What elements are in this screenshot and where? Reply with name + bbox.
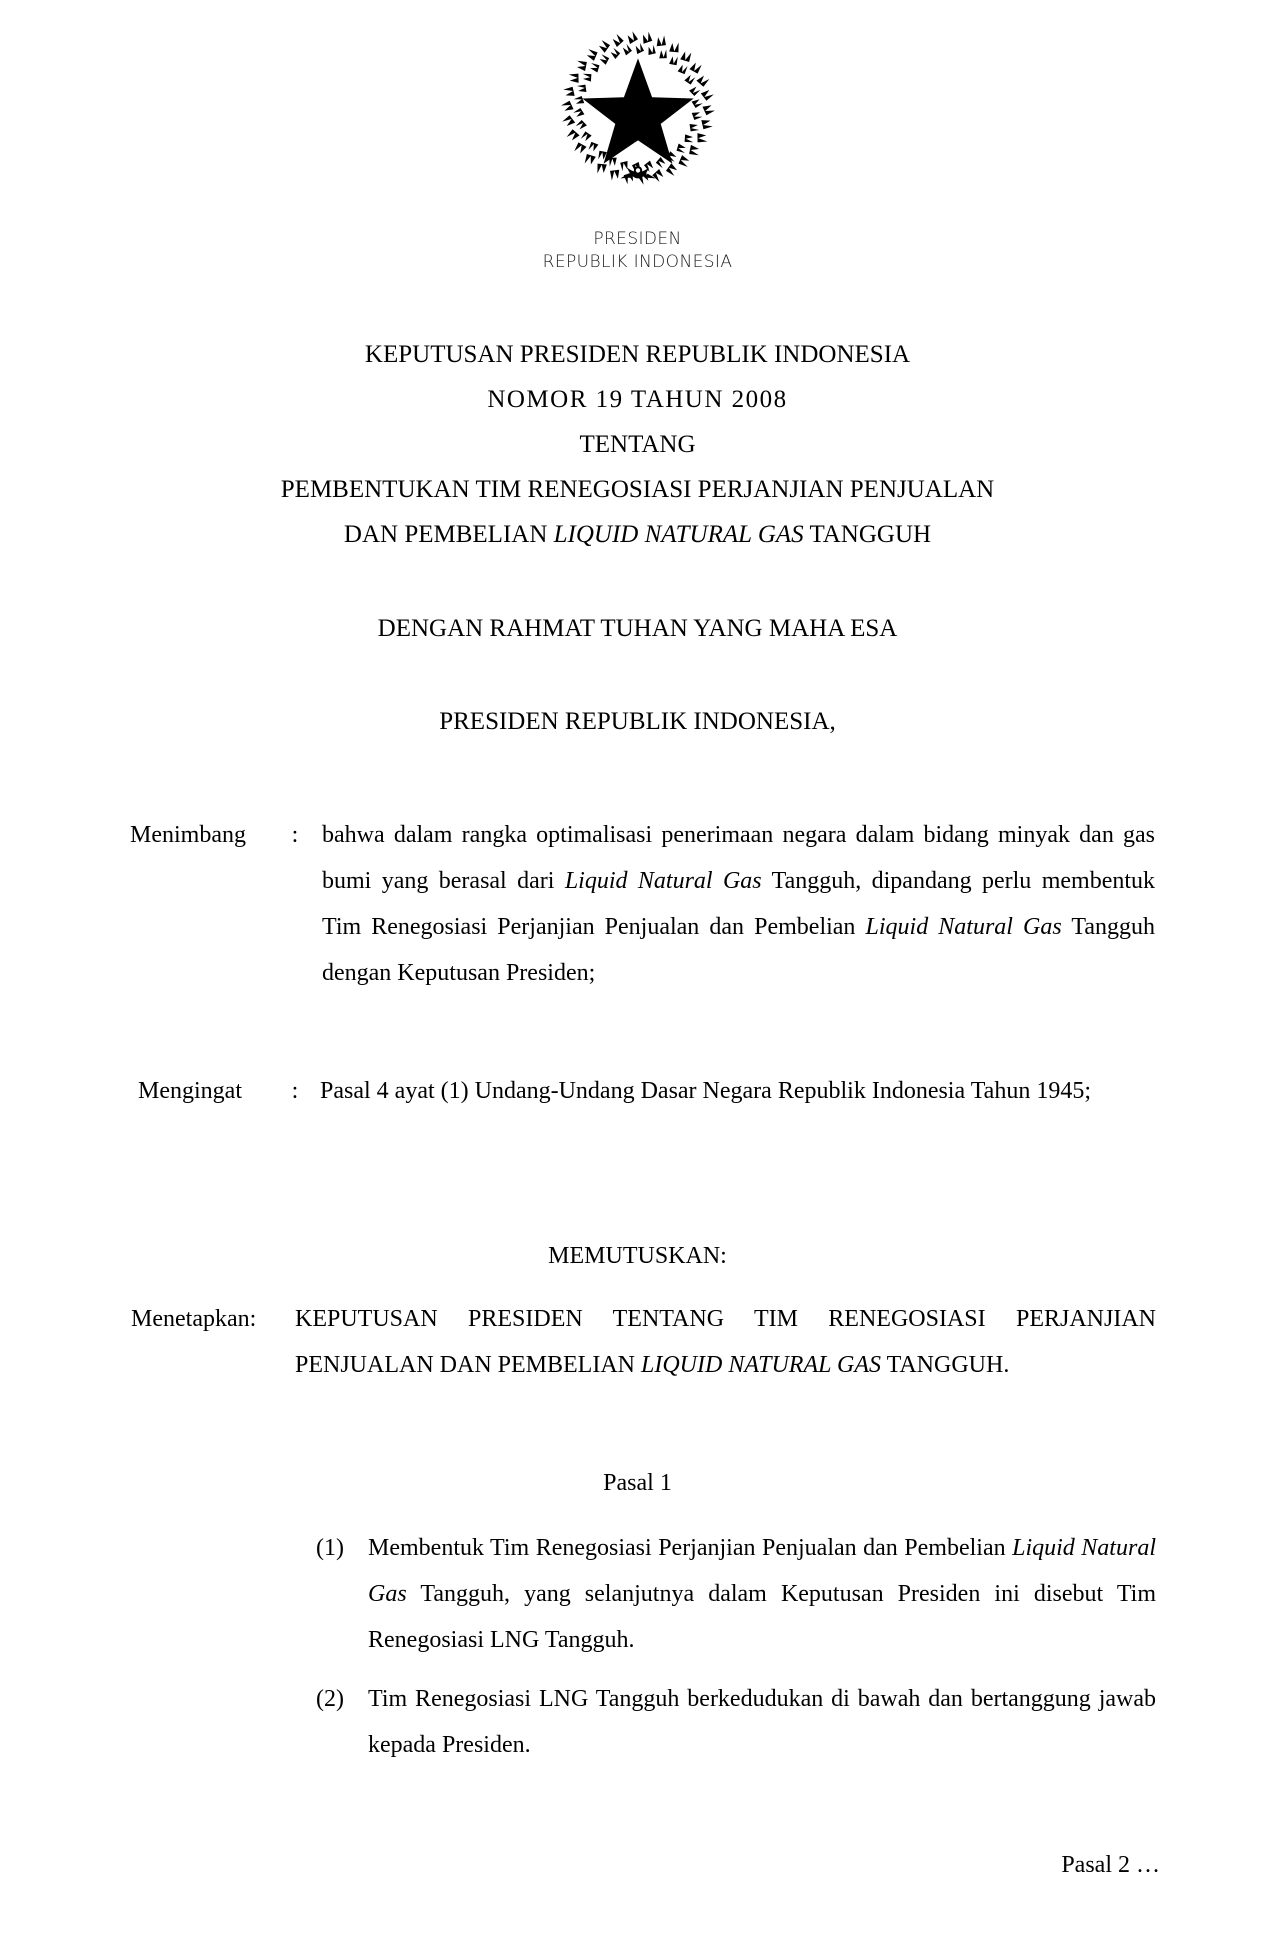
title-line-subject-1: PEMBENTUKAN TIM RENEGOSIASI PERJANJIAN PENJUALAN (280, 476, 995, 503)
menetapkan-text-1: KEPUTUSAN PRESIDEN TENTANG TIM RENEGOSIASI PERJANJIAN PENJUALAN DAN PEMBELIAN (295, 1306, 1156, 1378)
title-line-subject-2 (0, 512, 1275, 557)
menimbang-italic-1: Liquid Natural Gas (564, 868, 762, 894)
subject-2-italic: LIQUID NATURAL GAS (553, 521, 804, 548)
mengingat-body: Pasal 4 ayat (1) Undang-Undang Dasar Negara Republik Indonesia Tahun 1945; (320, 1078, 1091, 1104)
menimbang-text-2: Tangguh, dipandang perlu membentuk Tim Renegosiasi Perjanjian Penjualan dan Pembelian (322, 868, 1156, 940)
document-title-block (0, 332, 1275, 557)
clause-menimbang (130, 812, 1155, 996)
pasal-1-item-1-number: (1) (316, 1535, 344, 1561)
pasal-1-item-2-text (368, 1676, 1156, 1768)
item-1-italic-1: Liquid Natural Gas (368, 1535, 1156, 1607)
pasal-1-item-2 (316, 1676, 1156, 1768)
title-line-nomor: NOMOR 19 TAHUN 2008 (487, 386, 788, 413)
clause-mengingat (138, 1068, 1156, 1114)
pasal-1-heading: Pasal 1 (603, 1470, 672, 1496)
clause-menetapkan (131, 1296, 1156, 1388)
menimbang-text-1: bahwa dalam rangka optimalisasi penerimaan negara dalam bidang minyak dan gas bumi yang berasal dari (322, 822, 1155, 894)
menimbang-colon: : (291, 822, 299, 848)
page-continuation-note: Pasal 2 … (1061, 1852, 1160, 1878)
emblem-caption (0, 228, 1275, 274)
mengingat-label: Mengingat (138, 1078, 242, 1104)
signatory-line: PRESIDEN REPUBLIK INDONESIA, (439, 708, 836, 735)
caption-line-republik-indonesia: REPUBLIK INDONESIA (542, 252, 733, 272)
menetapkan-text-2: TANGGUH. (881, 1352, 1010, 1378)
subject-2-pre: DAN PEMBELIAN (343, 521, 554, 548)
invocation-line: DENGAN RAHMAT TUHAN YANG MAHA ESA (377, 615, 898, 642)
menimbang-text-3: Tangguh dengan Keputusan Presiden; (322, 914, 1155, 986)
menimbang-label: Menimbang (130, 822, 246, 848)
emblem-block (0, 28, 1275, 188)
item-1-text-1: Membentuk Tim Renegosiasi Perjanjian Penjualan dan Pembelian (368, 1535, 1013, 1561)
pasal-1-item-1-text (368, 1525, 1156, 1663)
item-1-text-2: Tangguh, yang selanjutnya dalam Keputusan Presiden ini disebut Tim Renegosiasi LNG Tangguh. (368, 1581, 1156, 1653)
menetapkan-italic-1: LIQUID NATURAL GAS (641, 1352, 882, 1378)
garuda-star-wreath-emblem (558, 28, 718, 188)
menetapkan-label: Menetapkan: (131, 1306, 257, 1332)
caption-line-presiden: PRESIDEN (593, 229, 682, 249)
menetapkan-body (285, 1296, 1156, 1388)
title-line-keputusan: KEPUTUSAN PRESIDEN REPUBLIK INDONESIA (364, 341, 911, 368)
pasal-1-item-2-number: (2) (316, 1686, 344, 1712)
item-2-text-1: Tim Renegosiasi LNG Tangguh berkedudukan di bawah dan bertanggung jawab kepada Presiden. (368, 1686, 1156, 1758)
title-line-tentang: TENTANG (579, 431, 696, 458)
mengingat-colon: : (291, 1078, 299, 1104)
menimbang-italic-2: Liquid Natural Gas (865, 914, 1062, 940)
pasal-1-item-1 (316, 1525, 1156, 1663)
menimbang-body (312, 812, 1155, 996)
memutuskan-heading: MEMUTUSKAN: (548, 1243, 727, 1269)
subject-2-post: TANGGUH (803, 521, 932, 548)
